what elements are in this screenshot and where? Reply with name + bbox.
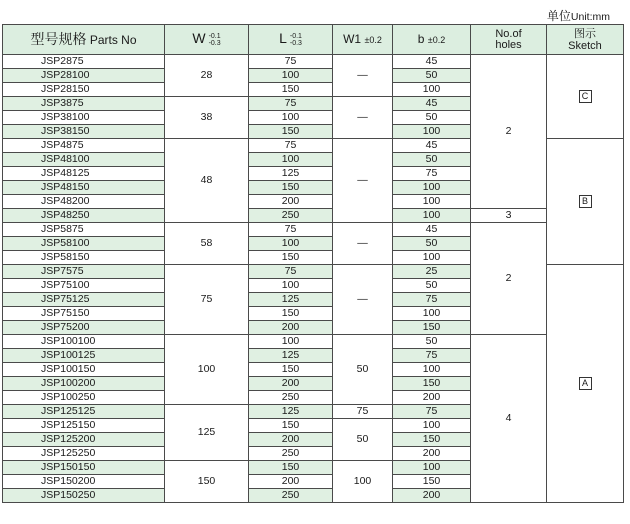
l-value: 75 (249, 55, 333, 69)
part-number: JSP3875 (3, 97, 165, 111)
b-value: 75 (393, 349, 471, 363)
b-value: 150 (393, 321, 471, 335)
l-value: 250 (249, 391, 333, 405)
part-number: JSP75100 (3, 279, 165, 293)
b-value: 100 (393, 251, 471, 265)
part-number: JSP150200 (3, 475, 165, 489)
l-value: 200 (249, 195, 333, 209)
w1-value: 50 (333, 419, 393, 461)
b-value: 150 (393, 377, 471, 391)
part-number: JSP125200 (3, 433, 165, 447)
w1-value: — (333, 139, 393, 223)
l-value: 250 (249, 209, 333, 223)
l-value: 125 (249, 405, 333, 419)
holes-value: 2 (471, 223, 547, 335)
part-number: JSP100100 (3, 335, 165, 349)
l-value: 125 (249, 349, 333, 363)
unit-label: 单位Unit:mm (546, 9, 610, 23)
header-sketch: 图示 Sketch (547, 25, 624, 55)
w1-value: — (333, 223, 393, 265)
b-value: 50 (393, 279, 471, 293)
l-value: 75 (249, 97, 333, 111)
w-value: 125 (165, 405, 249, 461)
w1-value: 50 (333, 335, 393, 405)
b-value: 50 (393, 111, 471, 125)
part-number: JSP48125 (3, 167, 165, 181)
w-value: 38 (165, 97, 249, 139)
w-value: 150 (165, 461, 249, 503)
b-value: 100 (393, 83, 471, 97)
part-number: JSP38150 (3, 125, 165, 139)
part-number: JSP48100 (3, 153, 165, 167)
l-value: 100 (249, 237, 333, 251)
b-value: 50 (393, 69, 471, 83)
sketch-label: A (579, 377, 592, 390)
sketch-cell (547, 265, 624, 503)
b-value: 75 (393, 405, 471, 419)
l-value: 100 (249, 111, 333, 125)
l-value: 100 (249, 153, 333, 167)
w1-value: — (333, 265, 393, 335)
part-number: JSP100150 (3, 363, 165, 377)
l-value: 250 (249, 447, 333, 461)
w-value: 100 (165, 335, 249, 405)
l-value: 125 (249, 293, 333, 307)
b-value: 50 (393, 237, 471, 251)
l-value: 200 (249, 377, 333, 391)
b-value: 150 (393, 475, 471, 489)
header-w1: W1 ±0.2 (333, 25, 393, 55)
header-b: b ±0.2 (393, 25, 471, 55)
w1-value: 75 (333, 405, 393, 419)
b-value: 100 (393, 307, 471, 321)
l-value: 75 (249, 139, 333, 153)
b-value: 100 (393, 363, 471, 377)
b-value: 200 (393, 447, 471, 461)
b-value: 150 (393, 433, 471, 447)
part-number: JSP2875 (3, 55, 165, 69)
b-value: 45 (393, 55, 471, 69)
l-value: 250 (249, 489, 333, 503)
l-value: 150 (249, 125, 333, 139)
part-number: JSP125150 (3, 419, 165, 433)
part-number: JSP28100 (3, 69, 165, 83)
w1-value: 100 (333, 461, 393, 503)
header-l: L -0.1 -0.3 (249, 25, 333, 55)
w-value: 75 (165, 265, 249, 335)
b-value: 75 (393, 167, 471, 181)
l-value: 100 (249, 69, 333, 83)
part-number: JSP58100 (3, 237, 165, 251)
l-value: 125 (249, 167, 333, 181)
table-row (3, 55, 624, 69)
b-value: 50 (393, 335, 471, 349)
b-value: 45 (393, 97, 471, 111)
table-row (3, 335, 624, 349)
part-number: JSP58150 (3, 251, 165, 265)
part-number: JSP38100 (3, 111, 165, 125)
header-holes: No.of holes (471, 25, 547, 55)
spec-table (2, 24, 624, 503)
b-value: 25 (393, 265, 471, 279)
l-value: 150 (249, 419, 333, 433)
header-w: W -0.1 -0.3 (165, 25, 249, 55)
w1-value: — (333, 97, 393, 139)
part-number: JSP100125 (3, 349, 165, 363)
part-number: JSP125250 (3, 447, 165, 461)
b-value: 100 (393, 209, 471, 223)
w-value: 48 (165, 139, 249, 223)
l-value: 75 (249, 223, 333, 237)
l-value: 150 (249, 461, 333, 475)
b-value: 200 (393, 489, 471, 503)
holes-value: 3 (471, 209, 547, 223)
part-number: JSP7575 (3, 265, 165, 279)
sketch-cell (547, 55, 624, 139)
part-number: JSP48200 (3, 195, 165, 209)
part-number: JSP100200 (3, 377, 165, 391)
l-value: 200 (249, 475, 333, 489)
l-value: 150 (249, 307, 333, 321)
part-number: JSP4875 (3, 139, 165, 153)
l-value: 150 (249, 251, 333, 265)
b-value: 50 (393, 153, 471, 167)
w-value: 28 (165, 55, 249, 97)
b-value: 45 (393, 139, 471, 153)
l-value: 150 (249, 363, 333, 377)
part-number: JSP125125 (3, 405, 165, 419)
b-value: 200 (393, 391, 471, 405)
b-value: 100 (393, 461, 471, 475)
part-number: JSP5875 (3, 223, 165, 237)
holes-value: 2 (471, 55, 547, 209)
b-value: 45 (393, 223, 471, 237)
sketch-label: B (579, 195, 592, 208)
header-parts-no: 型号规格 Parts No (3, 25, 165, 55)
part-number: JSP75125 (3, 293, 165, 307)
b-value: 100 (393, 125, 471, 139)
l-value: 200 (249, 433, 333, 447)
table-row (3, 209, 624, 223)
table-row (3, 223, 624, 237)
part-number: JSP75150 (3, 307, 165, 321)
part-number: JSP100250 (3, 391, 165, 405)
header-row (3, 25, 624, 55)
part-number: JSP75200 (3, 321, 165, 335)
part-number: JSP48150 (3, 181, 165, 195)
l-value: 200 (249, 321, 333, 335)
sketch-cell (547, 139, 624, 265)
b-value: 100 (393, 195, 471, 209)
part-number: JSP48250 (3, 209, 165, 223)
l-value: 75 (249, 265, 333, 279)
sketch-label: C (579, 90, 592, 103)
b-value: 100 (393, 181, 471, 195)
l-value: 150 (249, 181, 333, 195)
b-value: 75 (393, 293, 471, 307)
holes-value: 4 (471, 335, 547, 503)
w-value: 58 (165, 223, 249, 265)
part-number: JSP150250 (3, 489, 165, 503)
l-value: 100 (249, 335, 333, 349)
l-value: 150 (249, 83, 333, 97)
b-value: 100 (393, 419, 471, 433)
l-value: 100 (249, 279, 333, 293)
part-number: JSP28150 (3, 83, 165, 97)
part-number: JSP150150 (3, 461, 165, 475)
w1-value: — (333, 55, 393, 97)
